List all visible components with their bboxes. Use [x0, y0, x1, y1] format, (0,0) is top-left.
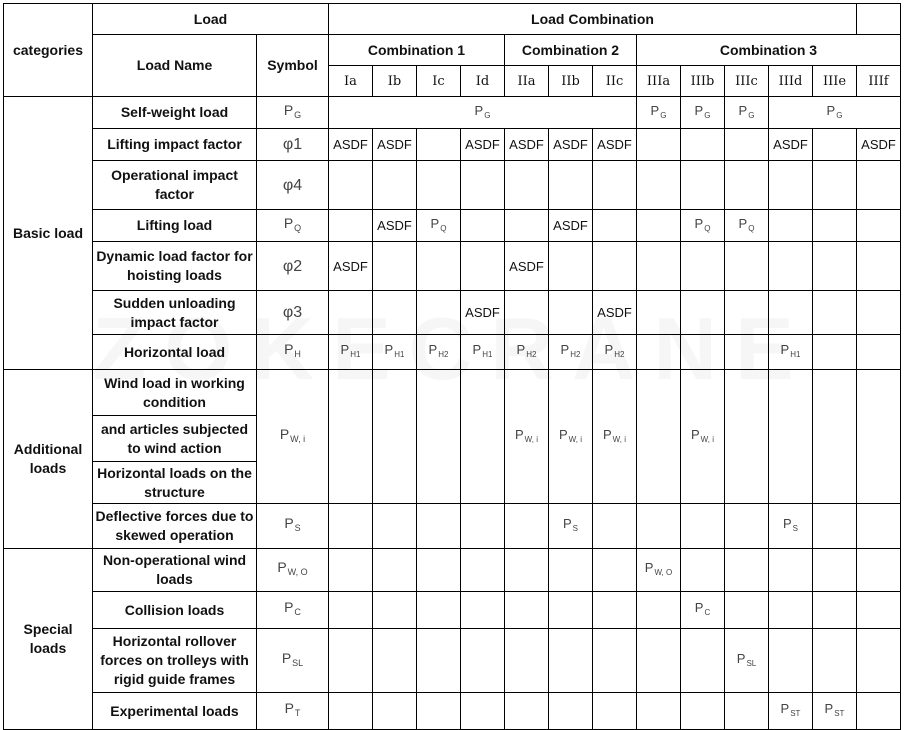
- value-cell: [417, 242, 461, 291]
- value-cell: $P_{H1}$: [461, 335, 505, 370]
- value-cell: [769, 629, 813, 693]
- value-cell: [461, 370, 505, 504]
- load-name: Deflective forces due to skewed operation: [93, 504, 257, 549]
- value-cell: [505, 592, 549, 629]
- value-cell: $P_G$: [769, 97, 901, 129]
- value-cell: [373, 549, 417, 592]
- col-header: IIIe: [813, 66, 857, 97]
- table-row: [4, 335, 901, 370]
- value-cell: [329, 291, 373, 335]
- load-name: Self-weight load: [93, 97, 257, 129]
- value-cell: [329, 629, 373, 693]
- col-header: IIIf: [857, 66, 901, 97]
- value-cell: [857, 161, 901, 210]
- value-cell: [813, 129, 857, 161]
- value-cell: [505, 504, 549, 549]
- symbol: $P_G$: [257, 97, 329, 129]
- value-cell: [725, 370, 769, 504]
- value-cell: $P_{H2}$: [505, 335, 549, 370]
- symbol: $P_C$: [257, 592, 329, 629]
- value-cell: [373, 504, 417, 549]
- value-cell: [505, 291, 549, 335]
- value-cell: [769, 242, 813, 291]
- value-cell: [637, 129, 681, 161]
- col-header: Ib: [373, 66, 417, 97]
- value-cell: $P_Q$: [725, 210, 769, 242]
- value-cell: [637, 592, 681, 629]
- value-cell: [417, 504, 461, 549]
- value-cell: [681, 161, 725, 210]
- value-cell: ASDF: [373, 129, 417, 161]
- value-cell: [417, 549, 461, 592]
- value-cell: $P_{ST}$: [769, 693, 813, 730]
- value-cell: [637, 504, 681, 549]
- value-cell: [505, 210, 549, 242]
- value-cell: [549, 693, 593, 730]
- value-cell: [505, 549, 549, 592]
- symbol: $P_T$: [257, 693, 329, 730]
- value-cell: [417, 291, 461, 335]
- value-cell: $P_{H1}$: [373, 335, 417, 370]
- table-row: [4, 291, 901, 335]
- value-cell: [681, 629, 725, 693]
- value-cell: [329, 210, 373, 242]
- value-cell: [373, 242, 417, 291]
- categories-header: categories: [4, 4, 93, 97]
- value-cell: [813, 592, 857, 629]
- table-row: [4, 629, 901, 693]
- value-cell: $P_{W, i}$: [593, 370, 637, 504]
- value-cell: [549, 161, 593, 210]
- value-cell: [637, 629, 681, 693]
- value-cell: ASDF: [593, 129, 637, 161]
- col-header: Ia: [329, 66, 373, 97]
- load-name: Horizontal rollover forces on trolleys with rigid guide frames: [93, 629, 257, 693]
- value-cell: ASDF: [593, 291, 637, 335]
- value-cell: [681, 504, 725, 549]
- value-cell: [373, 370, 417, 504]
- value-cell: [857, 549, 901, 592]
- value-cell: $P_G$: [725, 97, 769, 129]
- load-header: Load: [93, 4, 329, 35]
- value-cell: [373, 592, 417, 629]
- value-cell: [857, 242, 901, 291]
- value-cell: [637, 161, 681, 210]
- value-cell: [505, 629, 549, 693]
- value-cell: ASDF: [505, 242, 549, 291]
- value-cell: [769, 549, 813, 592]
- value-cell: [373, 291, 417, 335]
- value-cell: [417, 370, 461, 504]
- value-cell: $P_S$: [769, 504, 813, 549]
- value-cell: [549, 629, 593, 693]
- value-cell: $P_{H2}$: [417, 335, 461, 370]
- load-name: Dynamic load factor for hoisting loads: [93, 242, 257, 291]
- load-name: Lifting load: [93, 210, 257, 242]
- value-cell: [857, 335, 901, 370]
- value-cell: [373, 693, 417, 730]
- symbol: $P_{SL}$: [257, 629, 329, 693]
- value-cell: [681, 242, 725, 291]
- col-header: IIc: [593, 66, 637, 97]
- value-cell: [857, 504, 901, 549]
- value-cell: $P_C$: [681, 592, 725, 629]
- value-cell: [813, 291, 857, 335]
- symbol: $P_S$: [257, 504, 329, 549]
- value-cell: [813, 370, 857, 504]
- load-name: Operational impact factor: [93, 161, 257, 210]
- value-cell: [725, 129, 769, 161]
- value-cell: [681, 693, 725, 730]
- table-row: [4, 693, 901, 730]
- value-cell: [769, 291, 813, 335]
- value-cell: $P_{ST}$: [813, 693, 857, 730]
- value-cell: [637, 693, 681, 730]
- value-cell: [813, 549, 857, 592]
- value-cell: $P_{W, i}$: [549, 370, 593, 504]
- value-cell: [813, 161, 857, 210]
- symbol: φ2: [257, 242, 329, 291]
- value-cell: [637, 291, 681, 335]
- col-header: IIIa: [637, 66, 681, 97]
- symbol: $P_H$: [257, 335, 329, 370]
- value-cell: [329, 504, 373, 549]
- combination-2-header: Combination 2: [505, 35, 637, 66]
- value-cell: [637, 370, 681, 504]
- col-header: IIId: [769, 66, 813, 97]
- value-cell: [417, 129, 461, 161]
- col-header: IIa: [505, 66, 549, 97]
- value-cell: [725, 693, 769, 730]
- load-name: Horizontal load: [93, 335, 257, 370]
- value-cell: [769, 161, 813, 210]
- category-additional-loads: Additional loads: [4, 370, 93, 549]
- value-cell: [593, 629, 637, 693]
- value-cell: [813, 210, 857, 242]
- value-cell: [505, 161, 549, 210]
- col-header: IIIb: [681, 66, 725, 97]
- combination-1-header: Combination 1: [329, 35, 505, 66]
- category-special-loads: Special loads: [4, 549, 93, 730]
- symbol: φ3: [257, 291, 329, 335]
- value-cell: [857, 693, 901, 730]
- value-cell: [461, 693, 505, 730]
- value-cell: [857, 210, 901, 242]
- value-cell: [461, 549, 505, 592]
- value-cell: $P_{H2}$: [593, 335, 637, 370]
- value-cell: [681, 129, 725, 161]
- value-cell: $P_{SL}$: [725, 629, 769, 693]
- value-cell: [857, 592, 901, 629]
- table-row: [4, 161, 901, 210]
- table-row: [4, 129, 901, 161]
- value-cell: $P_{W, i}$: [681, 370, 725, 504]
- value-cell: [725, 335, 769, 370]
- value-cell: [461, 161, 505, 210]
- value-cell: [329, 592, 373, 629]
- value-cell: [681, 335, 725, 370]
- value-cell: [681, 549, 725, 592]
- value-cell: [417, 629, 461, 693]
- value-cell: ASDF: [549, 210, 593, 242]
- table-row: [4, 504, 901, 549]
- value-cell: [769, 370, 813, 504]
- value-cell: ASDF: [373, 210, 417, 242]
- value-cell: [725, 504, 769, 549]
- value-cell: [637, 335, 681, 370]
- value-cell: ASDF: [857, 129, 901, 161]
- value-cell: [769, 210, 813, 242]
- value-cell: [373, 629, 417, 693]
- value-cell: [725, 161, 769, 210]
- table-row: [4, 210, 901, 242]
- col-header: Id: [461, 66, 505, 97]
- load-name: Lifting impact factor: [93, 129, 257, 161]
- combination-3-header: Combination 3: [637, 35, 901, 66]
- value-cell: [813, 504, 857, 549]
- value-cell: [461, 504, 505, 549]
- value-cell: [725, 291, 769, 335]
- table-row: [4, 242, 901, 291]
- value-cell: [593, 549, 637, 592]
- value-cell: [857, 629, 901, 693]
- load-name: Non-operational wind loads: [93, 549, 257, 592]
- category-basic-load: Basic load: [4, 97, 93, 370]
- value-cell: $P_{H1}$: [329, 335, 373, 370]
- table-row: [4, 549, 901, 592]
- value-cell: $P_{W, O}$: [637, 549, 681, 592]
- value-cell: [813, 629, 857, 693]
- value-cell: [593, 693, 637, 730]
- table-row: [4, 97, 901, 129]
- symbol: φ4: [257, 161, 329, 210]
- value-cell: [593, 504, 637, 549]
- symbol: $P_{W, O}$: [257, 549, 329, 592]
- value-cell: [329, 549, 373, 592]
- value-cell: $P_Q$: [417, 210, 461, 242]
- value-cell: [549, 549, 593, 592]
- value-cell: [417, 161, 461, 210]
- symbol-header: Symbol: [257, 35, 329, 97]
- value-cell: [857, 291, 901, 335]
- value-cell: $P_G$: [681, 97, 725, 129]
- value-cell: $P_S$: [549, 504, 593, 549]
- value-cell: [681, 291, 725, 335]
- value-cell: [637, 210, 681, 242]
- value-cell: [549, 291, 593, 335]
- value-cell: [329, 693, 373, 730]
- value-cell: [769, 592, 813, 629]
- value-cell: [593, 210, 637, 242]
- value-cell: [329, 161, 373, 210]
- value-cell: [549, 242, 593, 291]
- table-row: [4, 592, 901, 629]
- value-cell: [725, 549, 769, 592]
- load-name: Wind load in working condition: [93, 370, 257, 416]
- value-cell: [549, 592, 593, 629]
- value-cell: $P_{H2}$: [549, 335, 593, 370]
- load-name: Horizontal loads on the structure: [93, 462, 257, 504]
- value-cell: [593, 592, 637, 629]
- value-cell: $P_{H1}$: [769, 335, 813, 370]
- symbol: $P_{W, i}$: [257, 370, 329, 504]
- value-cell: $P_G$: [329, 97, 637, 129]
- value-cell: [593, 161, 637, 210]
- col-header: IIIc: [725, 66, 769, 97]
- value-cell: ASDF: [461, 291, 505, 335]
- value-cell: ASDF: [329, 129, 373, 161]
- col-header: IIb: [549, 66, 593, 97]
- value-cell: [417, 693, 461, 730]
- header-row-2: [4, 35, 901, 66]
- load-name: Collision loads: [93, 592, 257, 629]
- value-cell: ASDF: [461, 129, 505, 161]
- value-cell: $P_{W, i}$: [505, 370, 549, 504]
- value-cell: ASDF: [549, 129, 593, 161]
- header-row-1: [4, 4, 901, 35]
- value-cell: [461, 592, 505, 629]
- load-name: Sudden unloading impact factor: [93, 291, 257, 335]
- value-cell: [461, 242, 505, 291]
- value-cell: [593, 242, 637, 291]
- value-cell: [725, 592, 769, 629]
- symbol: $P_Q$: [257, 210, 329, 242]
- load-combination-table: [3, 3, 901, 730]
- load-name-header: Load Name: [93, 35, 257, 97]
- symbol: φ1: [257, 129, 329, 161]
- value-cell: [461, 629, 505, 693]
- value-cell: ASDF: [329, 242, 373, 291]
- value-cell: [417, 592, 461, 629]
- header-blank-cell: [857, 4, 901, 35]
- value-cell: [813, 242, 857, 291]
- load-combination-header: Load Combination: [329, 4, 857, 35]
- value-cell: [813, 335, 857, 370]
- value-cell: [505, 693, 549, 730]
- load-name: and articles subjected to wind action: [93, 416, 257, 462]
- table-row: [4, 370, 901, 416]
- value-cell: [373, 161, 417, 210]
- value-cell: [461, 210, 505, 242]
- col-header: Ic: [417, 66, 461, 97]
- value-cell: [637, 242, 681, 291]
- value-cell: $P_Q$: [681, 210, 725, 242]
- value-cell: ASDF: [505, 129, 549, 161]
- value-cell: $P_G$: [637, 97, 681, 129]
- value-cell: [725, 242, 769, 291]
- value-cell: [857, 370, 901, 504]
- value-cell: ASDF: [769, 129, 813, 161]
- load-name: Experimental loads: [93, 693, 257, 730]
- value-cell: [329, 370, 373, 504]
